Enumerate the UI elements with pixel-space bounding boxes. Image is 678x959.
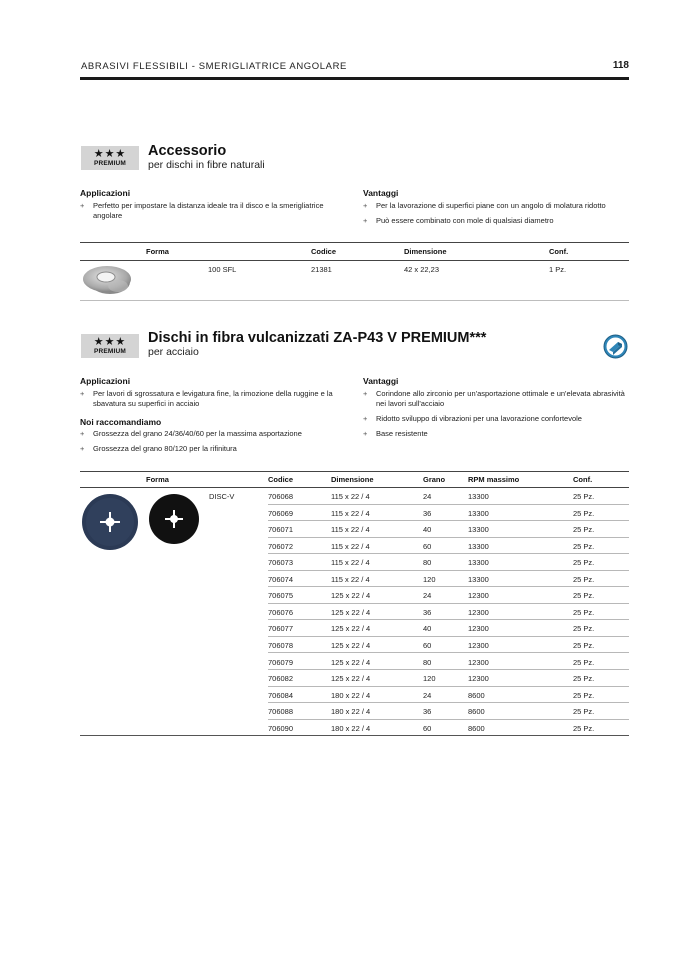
col-codice: Codice <box>311 247 337 256</box>
premium-badge-label: PREMIUM <box>93 347 127 355</box>
col-conf: Conf. <box>549 247 569 256</box>
table-top-rule <box>80 242 629 243</box>
cell-rpm: 13300 <box>468 541 489 551</box>
cell-dimensione: 180 x 22 / 4 <box>331 723 371 733</box>
cell-codice: 706090 <box>268 723 294 733</box>
stars-icon: ★★★ <box>93 147 127 160</box>
cell-conf: 25 Pz. <box>573 525 595 535</box>
cell-conf: 25 Pz. <box>573 707 595 717</box>
cell-conf: 25 Pz. <box>573 591 595 601</box>
product-table-body <box>268 488 629 738</box>
list-item: + Ridotto sviluppo di vibrazioni per una lavorazione confortevole <box>363 414 582 423</box>
steel-material-icon <box>603 334 628 359</box>
col-forma: Forma <box>146 247 169 256</box>
cell-codice: 706078 <box>268 640 294 650</box>
table-row <box>268 620 629 637</box>
col-grano: Grano <box>423 475 446 484</box>
cell-conf: 25 Pz. <box>573 607 595 617</box>
applicazioni-list <box>80 389 355 409</box>
cell-codice: 706072 <box>268 541 294 551</box>
blue-fibre-disc-image <box>82 494 138 550</box>
cell-codice: 706076 <box>268 607 294 617</box>
col-conf: Conf. <box>573 475 593 484</box>
cell-conf: 25 Pz. <box>573 640 595 650</box>
cell-codice: 706082 <box>268 674 294 684</box>
cell-rpm: 12300 <box>468 674 489 684</box>
vantaggi-list <box>363 389 629 439</box>
cell-dimensione: 125 x 22 / 4 <box>331 607 371 617</box>
cell-conf: 25 Pz. <box>573 558 595 568</box>
vantaggi-heading: Vantaggi <box>363 376 399 386</box>
cell-codice: 21381 <box>311 265 332 274</box>
cell-codice: 706075 <box>268 591 294 601</box>
cell-conf: 25 Pz. <box>573 657 595 667</box>
table-row <box>268 538 629 555</box>
cell-codice: 706069 <box>268 508 294 518</box>
running-header-title: ABRASIVI FLESSIBILI - SMERIGLIATRICE ANGOLARE <box>81 61 347 72</box>
cell-dimensione: 180 x 22 / 4 <box>331 690 371 700</box>
list-item: + Perfetto per impostare la distanza ideale tra il disco e la smerigliatrice angolare <box>80 201 324 220</box>
cell-rpm: 8600 <box>468 723 485 733</box>
vantaggi-heading: Vantaggi <box>363 188 399 198</box>
cell-grano: 36 <box>423 707 432 717</box>
cell-rpm: 12300 <box>468 624 489 634</box>
cell-dimensione: 125 x 22 / 4 <box>331 591 371 601</box>
raccomandiamo-list <box>80 429 355 454</box>
applicazioni-heading: Applicazioni <box>80 188 131 198</box>
table-row <box>268 571 629 588</box>
cell-dimensione: 115 x 22 / 4 <box>331 492 370 501</box>
table-row <box>268 521 629 538</box>
table-header-rule <box>80 260 629 261</box>
stars-icon: ★★★ <box>93 335 127 348</box>
premium-badge-label: PREMIUM <box>93 159 127 167</box>
table-row <box>268 670 629 687</box>
section-subtitle: per dischi in fibre naturali <box>148 159 265 171</box>
table-row <box>268 720 629 737</box>
cell-grano: 60 <box>423 640 432 650</box>
vantaggi-list <box>363 201 631 226</box>
cell-codice: 706068 <box>268 492 294 501</box>
cell-codice: 706088 <box>268 707 294 717</box>
cell-grano: 60 <box>423 723 432 733</box>
cell-dimensione: 125 x 22 / 4 <box>331 640 371 650</box>
cell-conf: 25 Pz. <box>573 574 595 584</box>
cell-rpm: 13300 <box>468 574 489 584</box>
cell-rpm: 13300 <box>468 508 489 518</box>
cell-codice: 706073 <box>268 558 294 568</box>
table-row <box>268 488 629 505</box>
col-rpm: RPM massimo <box>468 475 520 484</box>
cell-dimensione: 115 x 22 / 4 <box>331 558 370 568</box>
col-dimensione: Dimensione <box>404 247 447 256</box>
table-row <box>268 654 629 671</box>
cell-dimensione: 115 x 22 / 4 <box>331 525 370 535</box>
cell-conf: 25 Pz. <box>573 624 595 634</box>
cell-grano: 36 <box>423 607 432 617</box>
cell-grano: 40 <box>423 624 432 634</box>
cell-rpm: 8600 <box>468 707 485 717</box>
applicazioni-list <box>80 201 350 221</box>
cell-codice: 706077 <box>268 624 294 634</box>
list-item: + Per la lavorazione di superfici piane con un angolo di molatura ridotto <box>363 201 606 210</box>
noi-raccomandiamo-heading: Noi raccomandiamo <box>80 417 162 427</box>
cell-rpm: 12300 <box>468 607 489 617</box>
list-item: + Per lavori di sgrossatura e levigatura fine, la rimozione della ruggine e la sbavatura su superfici in acciaio <box>80 389 333 408</box>
section-title: Accessorio <box>148 143 227 159</box>
table-row <box>268 604 629 621</box>
cell-grano: 60 <box>423 541 432 551</box>
list-item: + Base resistente <box>363 429 428 438</box>
cell-rpm: 13300 <box>468 525 489 535</box>
cell-grano: 80 <box>423 558 432 568</box>
row-divider <box>80 735 629 736</box>
cell-dimensione: 125 x 22 / 4 <box>331 624 371 634</box>
cell-conf: 1 Pz. <box>549 265 567 274</box>
cell-grano: 80 <box>423 657 432 667</box>
cell-dimensione: 115 x 22 / 4 <box>331 541 370 551</box>
premium-badge <box>81 146 139 170</box>
list-item: + Corindone allo zirconio per un'asportazione ottimale e un'elevata abrasività nei lavori sull'acciaio <box>363 389 625 408</box>
cell-rpm: 12300 <box>468 640 489 650</box>
list-item: + Grossezza del grano 80/120 per la rifinitura <box>80 444 237 453</box>
cell-rpm: 8600 <box>468 690 485 700</box>
cell-grano: 120 <box>423 674 436 684</box>
cell-dimensione: 125 x 22 / 4 <box>331 674 371 684</box>
table-row <box>268 703 629 720</box>
cell-codice: 706079 <box>268 657 294 667</box>
cell-dimensione: 125 x 22 / 4 <box>331 657 371 667</box>
cell-grano: 24 <box>423 492 432 501</box>
cell-tipo: 100 SFL <box>208 265 237 274</box>
cell-rpm: 13300 <box>468 492 489 501</box>
section-title: Dischi in fibra vulcanizzati ZA-P43 V PREMIUM*** <box>148 330 487 346</box>
cell-grano: 36 <box>423 508 432 518</box>
section-subtitle: per acciaio <box>148 346 199 358</box>
cell-conf: 25 Pz. <box>573 492 595 501</box>
table-row <box>268 505 629 522</box>
col-forma: Forma <box>146 475 169 484</box>
table-row <box>268 587 629 604</box>
col-codice: Codice <box>268 475 294 484</box>
cell-rpm: 12300 <box>468 657 489 667</box>
page-number: 118 <box>612 60 629 71</box>
cell-codice: 706074 <box>268 574 294 584</box>
premium-badge <box>81 334 139 358</box>
applicazioni-heading: Applicazioni <box>80 376 131 386</box>
cell-dimensione: 180 x 22 / 4 <box>331 707 371 717</box>
cell-dimensione: 42 x 22,23 <box>404 265 440 274</box>
cell-rpm: 13300 <box>468 558 489 568</box>
table-row <box>268 637 629 654</box>
header-rule <box>80 77 629 80</box>
cell-grano: 24 <box>423 690 432 700</box>
table-row <box>268 554 629 571</box>
list-item: + Grossezza del grano 24/36/40/60 per la massima asportazione <box>80 429 302 438</box>
cell-dimensione: 115 x 22 / 4 <box>331 508 370 518</box>
cell-tipo: DISC-V <box>209 492 235 501</box>
table-top-rule <box>80 471 629 472</box>
table-bottom-rule <box>80 300 629 301</box>
cell-dimensione: 115 x 22 / 4 <box>331 574 370 584</box>
list-item: + Può essere combinato con mole di qualsiasi diametro <box>363 216 554 225</box>
col-dimensione: Dimensione <box>331 475 374 484</box>
black-fibre-disc-image <box>149 494 199 544</box>
cell-codice: 706071 <box>268 525 294 535</box>
cell-codice: 706084 <box>268 690 294 700</box>
cell-conf: 25 Pz. <box>573 508 595 518</box>
cell-conf: 25 Pz. <box>573 674 595 684</box>
cell-conf: 25 Pz. <box>573 723 595 733</box>
cell-grano: 40 <box>423 525 432 535</box>
cell-conf: 25 Pz. <box>573 541 595 551</box>
cell-rpm: 12300 <box>468 591 489 601</box>
cell-conf: 25 Pz. <box>573 690 595 700</box>
cell-grano: 120 <box>423 574 436 584</box>
washer-image <box>80 262 134 298</box>
table-row <box>268 687 629 704</box>
cell-grano: 24 <box>423 591 432 601</box>
